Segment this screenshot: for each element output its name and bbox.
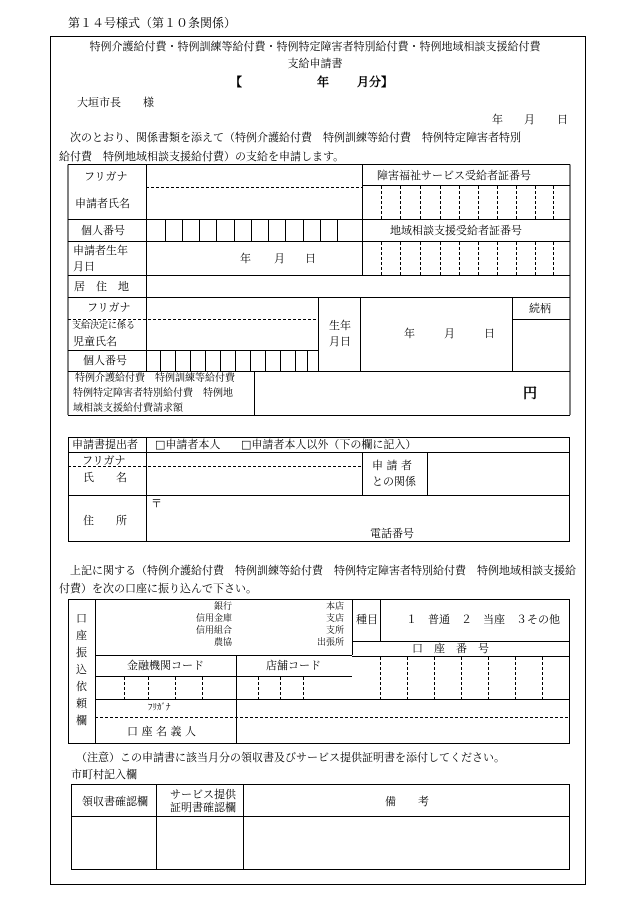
child-birth-label-2: 月日 [329,335,351,348]
regional-cert-label: 地域相談支援受給者証番号 [390,224,522,237]
submitter-relation-label-2: との関係 [372,475,416,488]
applicant-birth-label-2: 月日 [73,260,95,273]
bank-type: 信用金庫 [195,614,232,624]
branch-type-list [300,601,344,649]
child-birth-label-1: 生年 [329,319,351,332]
submitter-label: 申請書提出者 [72,438,138,451]
claim-unit-yen: 円 [523,386,537,402]
submitter-option-other[interactable]: □申請者本人以外（下の欄に記入） [241,438,417,451]
account-kind-options: １ 普通 ２ 当座 ３その他 [406,613,560,626]
bank-side-char: 振 [76,646,87,659]
applicant-furigana-label: フリガナ [84,170,128,183]
applicant-name-label: 申請者氏名 [75,197,130,210]
bank-side-label [68,613,95,726]
applicant-birth-month: 月 [274,252,285,265]
child-name-label-1: 支給決定に係る [72,321,136,331]
branch-code-label: 店舗コード [266,659,321,672]
claim-label-2: 特例特定障害者特別給付費 特例地 [73,388,233,399]
date-month: 月 [524,113,535,126]
applicant-birth-day: 日 [305,252,316,265]
child-birth-month: 月 [444,327,455,340]
date-day: 日 [557,113,568,126]
submitter-furigana-label: フリガナ [82,454,126,467]
form-title-sub: 支給申請書 [287,57,343,70]
date-year: 年 [492,113,503,126]
receipt-check-label: 領収書確認欄 [82,795,148,808]
transfer-line2: 付費）を次の口座に振り込んで下さい。 [59,582,257,595]
claim-label-1: 特例介護給付費 特例訓練等給付費 [75,373,235,384]
branch-type: 本店 [325,602,344,612]
child-relation-label: 続柄 [529,302,551,315]
claim-label-3: 域相談支援給付費請求額 [73,403,183,414]
child-mynumber-label: 個人番号 [83,354,127,367]
bank-side-char: 依 [76,680,87,693]
bank-type: 信用組合 [195,626,232,636]
intro-line1: 次のとおり、関係書類を添えて（特例介護給付費 特例訓練等給付費 特例特定障害者特別 [70,131,521,144]
child-name-label-2: 児童氏名 [73,335,117,348]
phone-label: 電話番号 [370,527,414,540]
holder-furigana-label: ﾌﾘｶﾞﾅ [148,703,171,713]
account-holder-label: 口 座 名 義 人 [127,725,196,738]
child-birth-year: 年 [404,327,415,340]
cert-number-label: 障害福祉サービス受給者証番号 [377,169,531,182]
period-open: 【 [230,75,243,89]
service-cert-label-2: 証明書確認欄 [170,801,236,814]
branch-type: 支店 [325,614,344,624]
addressee: 大垣市長 様 [77,96,154,109]
bank-side-char: 欄 [76,714,87,727]
branch-type: 支所 [325,626,344,636]
account-number-label: 口 座 番 号 [412,642,489,655]
institution-code-label: 金融機関コード [127,659,204,672]
service-cert-label-1: サービス提供 [170,788,236,801]
intro-line2: 給付費 特例地域相談支援給付費）の支給を申請します。 [59,150,345,163]
transfer-line1: 上記に関する（特例介護給付費 特例訓練等給付費 特例特定障害者特別給付費 特例地域相談支援給 [70,564,576,577]
applicant-address-label: 居 住 地 [74,280,129,293]
bank-side-char: 頼 [76,697,87,710]
period-month: 月分】 [357,75,394,89]
postal-mark: 〒 [151,497,162,510]
submitter-address-label: 住 所 [83,514,127,527]
applicant-birth-label-1: 申請者生年 [73,244,128,257]
bank-side-char: 口 [76,612,87,625]
municipal-label: 市町村記入欄 [71,768,137,781]
bank-type: 農協 [213,638,232,648]
child-furigana-label: フリガナ [87,301,131,314]
applicant-mynumber-label: 個人番号 [81,224,125,237]
bank-side-char: 座 [76,629,87,642]
submitter-name-label: 氏 名 [83,471,127,484]
submitter-option-self[interactable]: □申請者本人 [155,438,221,451]
note: （注意）この申請書に該当月分の領収書及びサービス提供証明書を添付してください。 [76,751,505,764]
form-title: 特例介護給付費・特例訓練等給付費・特例特定障害者特別給付費・特例地域相談支援給付費 [89,40,541,53]
period-year: 年 [317,75,330,89]
bank-type: 銀行 [213,602,232,612]
branch-type: 出張所 [316,638,344,648]
remarks-label: 備 考 [385,795,429,808]
submitter-relation-label-1: 申 請 者 [372,459,412,472]
form-number: 第１４号様式（第１０条関係） [68,16,237,30]
applicant-birth-year: 年 [240,252,251,265]
account-kind-label: 種目 [356,613,378,626]
bank-side-char: 込 [76,663,87,676]
bank-type-list [180,601,232,649]
child-birth-day: 日 [484,327,495,340]
